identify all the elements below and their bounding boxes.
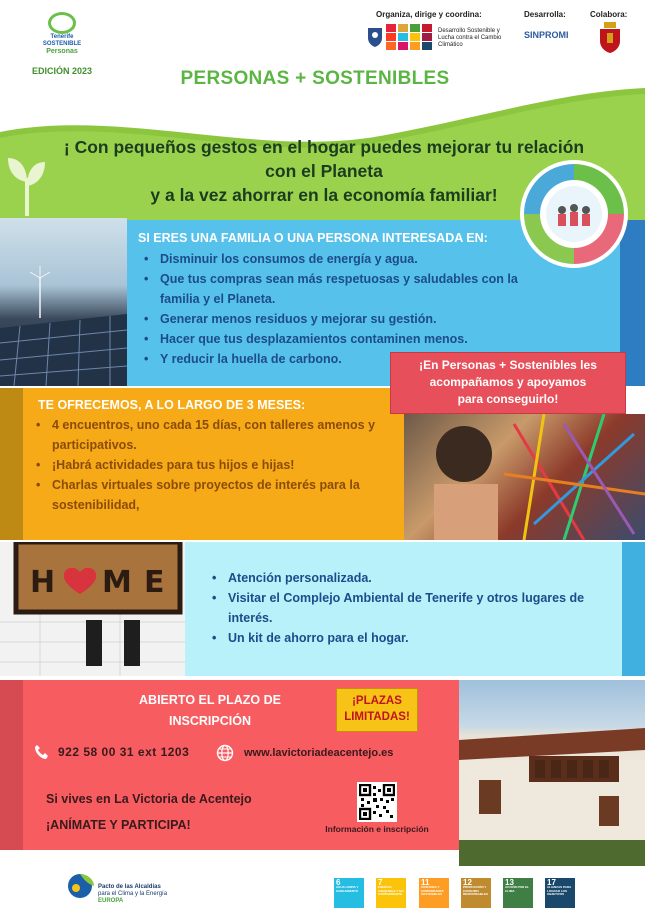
phone-icon: [34, 744, 50, 760]
colabora-label: Colabora:: [590, 10, 628, 19]
plazas-line1: ¡PLAZAS: [352, 695, 402, 707]
pacto-alcaldias-text: [98, 884, 167, 905]
offer-panel-shade: [0, 388, 23, 540]
page-title: PERSONAS + SOSTENIBLES: [180, 68, 450, 89]
interests-heading: SI ERES UNA FAMILIA O UNA PERSONA INTERESADA EN:: [138, 231, 488, 245]
sdg-17-icon: [545, 878, 575, 908]
child-activity-photo: [404, 414, 645, 540]
sdg-number: 6: [336, 878, 341, 887]
sdg-number: 13: [505, 878, 514, 887]
support-callout: [390, 352, 626, 414]
headline-line1: ¡ Con pequeños gestos en el hogar puedes mejorar tu relación: [63, 137, 585, 157]
svg-text:M: M: [102, 565, 132, 600]
sdg-grid-icon: [386, 24, 434, 50]
sdg-label: PRODUCCIÓN Y CONSUMO RESPONSABLES: [463, 885, 488, 896]
home-doormat-photo: [0, 542, 185, 676]
solar-panels-photo: [0, 218, 127, 386]
call-to-action: ¡ANÍMATE Y PARTICIPA!: [46, 818, 191, 832]
sdg-number: 7: [378, 878, 383, 887]
organiza-text: Desarrollo Sostenible y Lucha contra el Cambio Climático: [438, 28, 502, 48]
desarrolla-label: Desarrolla:: [524, 10, 566, 19]
brand-line3: Personas: [46, 48, 78, 55]
limited-places-badge: [336, 688, 418, 732]
svg-text:E: E: [144, 565, 165, 600]
residence-text: Si vives en La Victoria de Acentejo: [46, 792, 252, 806]
town-hall-illustration: [459, 680, 645, 866]
offer-list: [36, 415, 396, 515]
edition-label: EDICIÓN 2023: [32, 66, 93, 76]
sdg-label: ACCIÓN POR EL CLIMA: [505, 885, 529, 893]
svg-text:H: H: [30, 565, 56, 600]
inscription-heading-line2: INSCRIPCIÓN: [169, 714, 251, 728]
sdg-label: ENERGÍA ASEQUIBLE Y NO CONTAMINANTE: [378, 885, 404, 896]
interest-item: • Y reducir la huella de carbono.: [144, 349, 544, 369]
globe-icon: [216, 744, 234, 762]
callout-line3: para conseguirlo!: [457, 392, 559, 406]
pacto-alcaldias-logo: [66, 870, 96, 900]
sdg-13-icon: [503, 878, 533, 908]
sdg-number: 11: [421, 878, 430, 887]
sdg-7-icon: [376, 878, 406, 908]
interests-list: [144, 249, 544, 369]
callout-line1: ¡En Personas + Sostenibles les: [419, 358, 597, 372]
offer-item: • 4 encuentros, uno cada 15 días, con talleres amenos y participativos.: [36, 415, 396, 455]
sdg-number: 12: [463, 878, 472, 887]
sdg-11-icon: [419, 878, 449, 908]
qr-caption: Información e inscripción: [325, 824, 429, 834]
callout-line2: acompañamos y apoyamos: [429, 375, 587, 389]
inscription-panel-shade: [0, 680, 23, 850]
benefit-item: • Atención personalizada.: [212, 568, 592, 588]
interest-item: • Hacer que tus desplazamientos contaminen menos.: [144, 329, 544, 349]
benefit-item: • Un kit de ahorro para el hogar.: [212, 628, 592, 648]
town-hall-photo: [459, 680, 645, 866]
sdg-number: 17: [547, 878, 556, 887]
interest-item: • Generar menos residuos y mejorar su gestión.: [144, 309, 544, 329]
sdg-label: CIUDADES Y COMUNIDADES SOSTENIBLES: [421, 885, 444, 896]
qr-code[interactable]: [357, 782, 397, 822]
benefits-panel-stripe: [622, 542, 645, 676]
pact-line3: EUROPA: [98, 898, 124, 904]
tenerife-sostenible-logo: [40, 12, 84, 56]
interest-item: • Disminuir los consumos de energía y agua.: [144, 249, 544, 269]
pact-line1: Pacto de las Alcaldías: [98, 884, 161, 890]
benefits-list: [212, 568, 592, 648]
interest-item: • Que tus compras sean más respetuosas y saludables con la familia y el Planeta.: [144, 269, 544, 309]
brand-line2: SOSTENIBLE: [42, 41, 82, 47]
offer-heading: TE OFRECEMOS, A LO LARGO DE 3 MESES:: [38, 398, 306, 412]
offer-item: • ¡Habrá actividades para tus hijos e hijas!: [36, 455, 396, 475]
inscription-heading: [100, 690, 320, 732]
cabildo-shield-icon: [366, 26, 384, 48]
sinpromi-logo: SINPROMI: [524, 30, 569, 40]
child-activity-illustration: [404, 414, 645, 540]
plazas-line2: LIMITADAS!: [344, 711, 410, 723]
inscription-heading-line1: ABIERTO EL PLAZO DE: [139, 693, 281, 707]
website-link[interactable]: www.lavictoriadeacentejo.es: [244, 747, 394, 759]
headline-line3: y a la vez ahorrar en la economía familiar!: [150, 185, 498, 205]
pact-line2: para el Clima y la Energía: [98, 891, 168, 897]
doormat-illustration: [0, 542, 185, 676]
ayuntamiento-crest-icon: [598, 22, 622, 54]
headline-line2: con el Planeta: [265, 161, 383, 181]
logo-ring-icon: [48, 12, 76, 34]
offer-item: • Charlas virtuales sobre proyectos de interés para la sostenibilidad,: [36, 475, 396, 515]
sdg-6-icon: [334, 878, 364, 908]
sdg-12-icon: [461, 878, 491, 908]
brand-line1: Tenerife: [50, 34, 74, 40]
sdg-label: ALIANZAS PARA LOGRAR LOS OBJETIVOS: [547, 885, 572, 896]
qr-code-icon: [359, 784, 395, 820]
organiza-label: Organiza, dirige y coordina:: [376, 10, 482, 19]
phone-number[interactable]: 922 58 00 31 ext 1203: [58, 745, 190, 759]
sdg-label: AGUA LIMPIA Y SANEAMIENTO: [336, 885, 359, 893]
benefit-item: • Visitar el Complejo Ambiental de Tenerife y otros lugares de interés.: [212, 588, 592, 628]
solar-panels-illustration: [0, 218, 127, 386]
